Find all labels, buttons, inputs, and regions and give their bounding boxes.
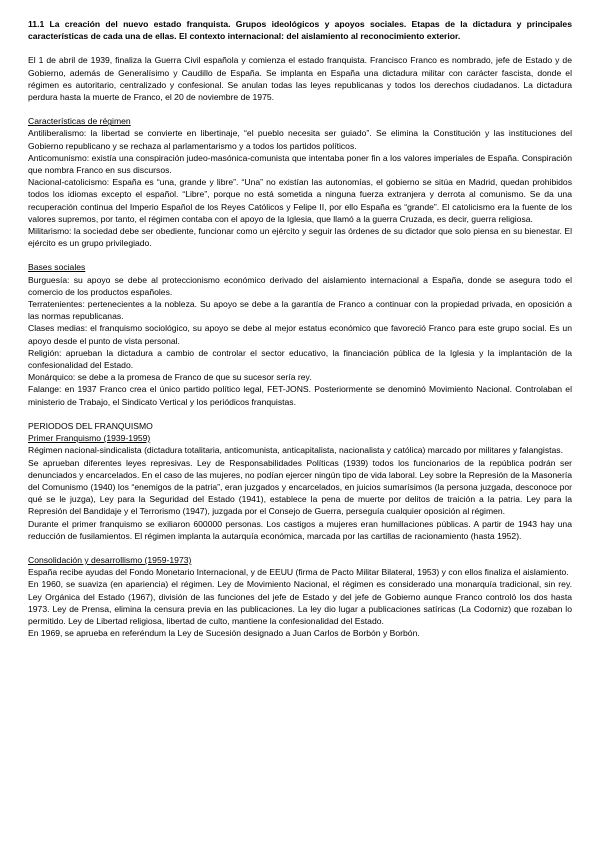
subheading-consolidacion: Consolidación y desarrollismo (1959-1973)	[28, 554, 192, 565]
paragraph-falange: Falange: en 1937 Franco crea el único partido político legal, FET-JONS. Posteriormente se denominó Movimiento Nacional. Controlaban el ministerio de Trabajo, el Sindicato Vertical y los periódicos franquistas.	[28, 384, 572, 407]
paragraph-monarquico: Monárquico: se debe a la promesa de Franco de que su sucesor sería rey.	[28, 372, 312, 383]
paragraph-burguesia: Burguesía: su apoyo se debe al proteccionismo económico derivado del aislamiento internacional a España, donde se asegura todo el comercio de los productos españoles.	[28, 274, 572, 297]
section-heading-bases: Bases sociales	[28, 262, 86, 273]
section-heading-caracteristicas: Características de régimen	[28, 116, 131, 127]
paragraph-exilio: Durante el primer franquismo se exiliaron 600000 personas. Los castigos a mujeres eran humillaciones públicas. A partir de 1943 hay una reducción de fusilamientos. El régimen implanta la autarquía económica, marcada por las cartillas de racionamiento (hasta 1952).	[28, 518, 572, 541]
section-heading-periodos: PERIODOS DEL FRANQUISMO	[28, 420, 153, 431]
paragraph-militarismo: Militarismo: la sociedad debe ser obediente, funcionar como un ejército y seguir las órdenes de su dictador que solo piensa en su bienestar. El ejército es un grupo privilegiado.	[28, 226, 572, 249]
paragraph-1960: En 1960, se suaviza (en apariencia) el régimen. Ley de Movimiento Nacional, el régimen es considerado una monarquía tradicional, sin rey. Ley Orgánica del Estado (1967), división de las funciones del jefe de Estado y del jefe de Gobierno aunque Franco controló los dos hasta 1973. Ley de Prensa, elimina la censura previa en las publicaciones. La ley dio lugar a publicaciones satíricas (La Codorniz) que rozaban lo permitido. Ley de Libertad religiosa, libertad de culto, mantiene la confesionalidad del Estado.	[28, 579, 572, 626]
intro-paragraph: El 1 de abril de 1939, finaliza la Guerra Civil española y comienza el estado franquista. Francisco Franco es nombrado, jefe de Estado y de Gobierno, además de Generalísimo y Caudillo de España. Se implanta en España una dictadura militar con carácter fascista, donde el régimen es autoritario, centralizado y confesional. Se anulan todas las leyes republicanas y todos los derechos ciudadanos. La dictadura perdura hasta la muerte de Franco, el 20 de noviembre de 1975.	[28, 55, 572, 103]
paragraph-clases-medias: Clases medias: el franquismo sociológico, su apoyo se debe al mejor estatus económico que favoreció Franco para este grupo social. Es un apoyo desde el punto de vista personal.	[28, 323, 572, 346]
paragraph-leyes-represivas: Se aprueban diferentes leyes represivas. Ley de Responsabilidades Políticas (1939) todos los funcionarios de la república podrán ser denunciados y encarcelados. En el caso de las mujeres, no podían ejercer ningún tipo de vida laboral. Ley sobre la Represión de la Masonería del Comunismo (1940) los “enemigos de la patria”, eran juzgados y encarcelados, en juicios sumarísimos (la persona juzgada, desconoce por qué se le juzga), Ley para la Seguridad del Estado (1941), establece la pena de muerte por delitos de traición a la patria. Ley para la Represión del Bandidaje y el Terrorismo (1947), juzgada por el Consejo de Guerra, perseguía cualquier oposición al régimen.	[28, 457, 572, 517]
paragraph-anticomunismo: Anticomunismo: existía una conspiración judeo-masónica-comunista que intentaba poner fin a los valores imperiales de España. Conspiración que nombra Franco en sus discursos.	[28, 152, 572, 176]
paragraph-nacional-catolicismo: Nacional-catolicismo: España es “una, grande y libre”. “Una” no existían las autonomías, el gobierno se sitúa en Madrid, quedan prohibidos todos los idiomas excepto el español. “Libre”, porque no está sometida a ninguna fuerza extranjera y derrota al comunismo. Se da una recuperación continua del Imperio Español de los Reyes Católicos y Felipe II, por ello España es “grande”. El catolicismo era la fuente de los valores supremos, por tanto, el régimen contaba con el apoyo de la Iglesia, que llamó a la guerra Cruzada, es decir, guerra religiosa.	[28, 177, 572, 224]
section-caracteristicas	[28, 115, 572, 249]
paragraph-1969: En 1969, se aprueba en referéndum la Ley de Sucesión designado a Juan Carlos de Borbón y Borbón.	[28, 628, 420, 639]
paragraph-regimen: Régimen nacional-sindicalista (dictadura totalitaria, anticomunista, anticapitalista, nacionalista y católica) marcado por militares y falangistas.	[28, 445, 563, 456]
paragraph-religion: Religión: aprueban la dictadura a cambio de controlar el sector educativo, la financiación pública de la Iglesia y la implantación de la confesionalidad del Estado.	[28, 347, 572, 371]
paragraph-antiliberalismo: Antiliberalismo: la libertad se convierte en libertinaje, “el pueblo necesita ser guiado”. Se elimina la Constitución y las instituciones del Gobierno republicano y se rechaza al parlamentarismo y a todos los partidos políticos.	[28, 128, 572, 151]
document-body	[28, 18, 572, 639]
section-bases-sociales	[28, 261, 572, 407]
paragraph-ayudas: España recibe ayudas del Fondo Monetario Internacional, y de EEUU (firma de Pacto Militar Bilateral, 1953) y con ellos finaliza el aislamiento.	[28, 567, 569, 578]
subheading-primer-franquismo: Primer Franquismo (1939-1959)	[28, 433, 151, 444]
document-title: 11.1 La creación del nuevo estado franquista. Grupos ideológicos y apoyos sociales. Etapas de la dictadura y principales características de cada una de ellas. El contexto internacional: del aislamiento al reconocimiento exterior.	[28, 19, 572, 42]
section-periodos	[28, 420, 572, 639]
paragraph-terratenientes: Terratenientes: pertenecientes a la nobleza. Su apoyo se debe a la garantía de Franco a continuar con la propiedad privada, en oposición a las normas republicanas.	[28, 299, 572, 322]
